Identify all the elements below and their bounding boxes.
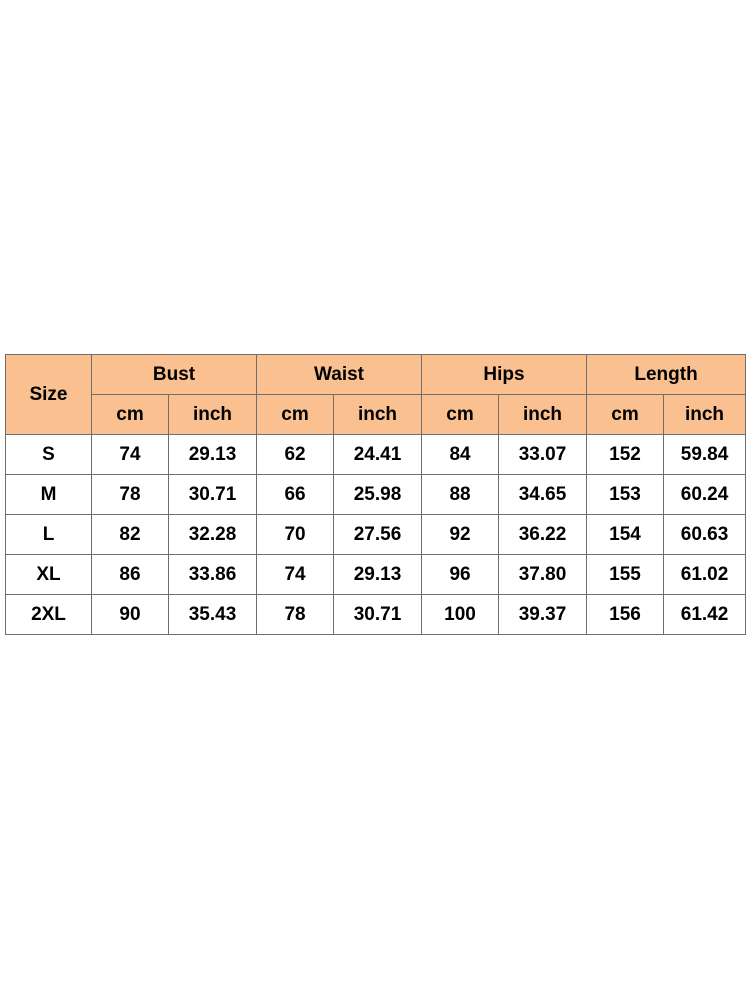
bust-inch-cell: 35.43	[169, 595, 257, 635]
hips-cm-cell: 88	[422, 475, 499, 515]
table-body	[6, 435, 746, 635]
length-cm-cell: 153	[587, 475, 664, 515]
size-cell: M	[6, 475, 92, 515]
size-cell: L	[6, 515, 92, 555]
length-inch-cell: 61.42	[664, 595, 746, 635]
unit-header-hips-inch: inch	[499, 395, 587, 435]
unit-header-waist-cm: cm	[257, 395, 334, 435]
length-cm-cell: 155	[587, 555, 664, 595]
waist-cm-cell: 66	[257, 475, 334, 515]
size-cell: 2XL	[6, 595, 92, 635]
hips-inch-cell: 33.07	[499, 435, 587, 475]
bust-inch-cell: 33.86	[169, 555, 257, 595]
length-inch-cell: 60.24	[664, 475, 746, 515]
table-row	[6, 515, 746, 555]
waist-cm-cell: 62	[257, 435, 334, 475]
unit-header-hips-cm: cm	[422, 395, 499, 435]
table-row	[6, 595, 746, 635]
length-group-header: Length	[587, 355, 746, 395]
bust-inch-cell: 29.13	[169, 435, 257, 475]
hips-group-header: Hips	[422, 355, 587, 395]
unit-header-length-cm: cm	[587, 395, 664, 435]
table-row	[6, 435, 746, 475]
waist-cm-cell: 74	[257, 555, 334, 595]
waist-group-header: Waist	[257, 355, 422, 395]
hips-cm-cell: 84	[422, 435, 499, 475]
waist-inch-cell: 25.98	[334, 475, 422, 515]
length-cm-cell: 152	[587, 435, 664, 475]
length-cm-cell: 156	[587, 595, 664, 635]
bust-cm-cell: 78	[92, 475, 169, 515]
hips-cm-cell: 100	[422, 595, 499, 635]
bust-group-header: Bust	[92, 355, 257, 395]
hips-inch-cell: 39.37	[499, 595, 587, 635]
length-inch-cell: 61.02	[664, 555, 746, 595]
size-cell: XL	[6, 555, 92, 595]
waist-cm-cell: 78	[257, 595, 334, 635]
table-row	[6, 475, 746, 515]
unit-header-bust-inch: inch	[169, 395, 257, 435]
length-inch-cell: 60.63	[664, 515, 746, 555]
unit-header-length-inch: inch	[664, 395, 746, 435]
hips-inch-cell: 34.65	[499, 475, 587, 515]
hips-inch-cell: 36.22	[499, 515, 587, 555]
bust-cm-cell: 86	[92, 555, 169, 595]
unit-header-bust-cm: cm	[92, 395, 169, 435]
bust-inch-cell: 30.71	[169, 475, 257, 515]
waist-inch-cell: 27.56	[334, 515, 422, 555]
header-row-groups	[6, 355, 746, 395]
bust-inch-cell: 32.28	[169, 515, 257, 555]
bust-cm-cell: 74	[92, 435, 169, 475]
length-inch-cell: 59.84	[664, 435, 746, 475]
waist-inch-cell: 24.41	[334, 435, 422, 475]
waist-inch-cell: 29.13	[334, 555, 422, 595]
waist-inch-cell: 30.71	[334, 595, 422, 635]
bust-cm-cell: 90	[92, 595, 169, 635]
unit-header-waist-inch: inch	[334, 395, 422, 435]
hips-inch-cell: 37.80	[499, 555, 587, 595]
hips-cm-cell: 92	[422, 515, 499, 555]
size-cell: S	[6, 435, 92, 475]
size-column-header: Size	[6, 355, 92, 435]
table-header	[6, 355, 746, 435]
hips-cm-cell: 96	[422, 555, 499, 595]
waist-cm-cell: 70	[257, 515, 334, 555]
size-chart-table	[5, 354, 746, 635]
header-row-units	[6, 395, 746, 435]
table-row	[6, 555, 746, 595]
bust-cm-cell: 82	[92, 515, 169, 555]
length-cm-cell: 154	[587, 515, 664, 555]
